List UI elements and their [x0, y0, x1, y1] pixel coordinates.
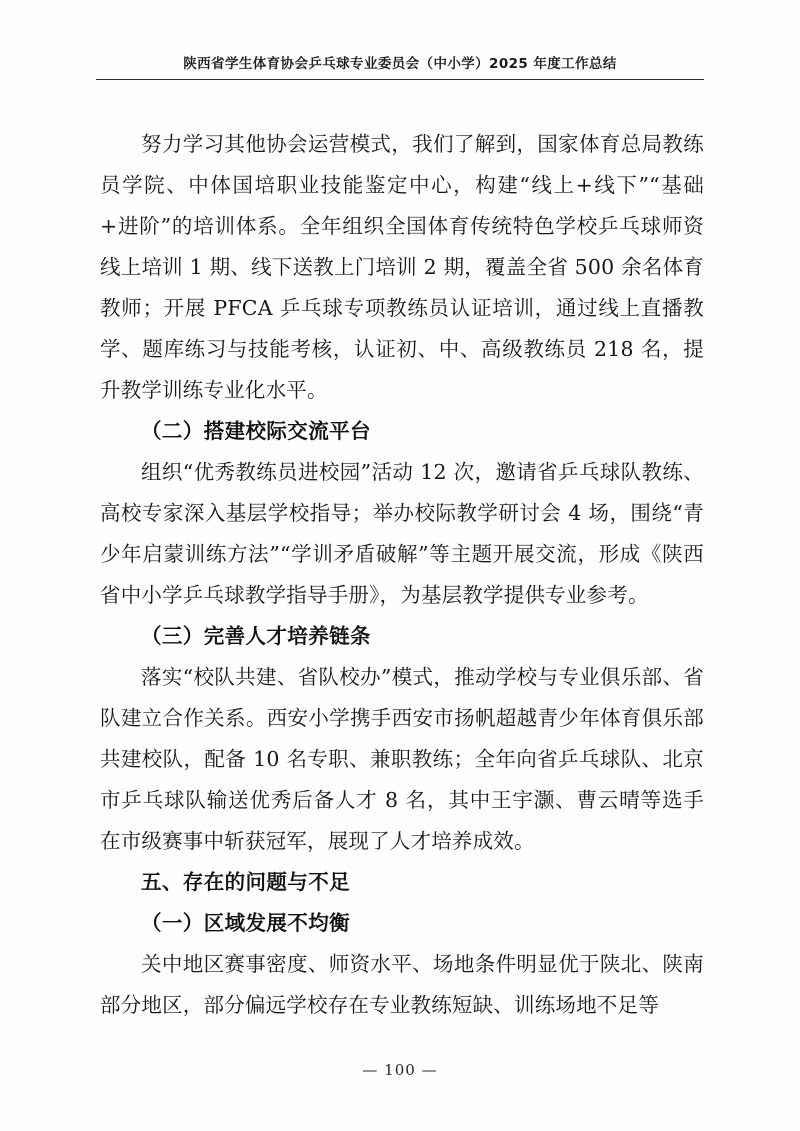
paragraph-talent-chain: 落实“校队共建、省队校办”模式，推动学校与专业俱乐部、省队建立合作关系。西安小学携手西安市扬帆超越青少年体育俱乐部共建校队，配备 10 名专职、兼职教练；全年向省乒乓球队、北京市乒乓球队输送优秀后备人才 8 名，其中王宇灏、曹云晴等选手在市级赛事中斩获冠军，展现了人才培养成效。: [100, 665, 704, 853]
paragraph-exchange-platform: 组织“优秀教练员进校园”活动 12 次，邀请省乒乓球队教练、高校专家深入基层学校指导；举办校际教学研讨会 4 场，围绕“青少年启蒙训练方法”“学训矛盾破解”等主题开展交流，形成《陕西省中小学乒乓球教学指导手册》，为基层教学提供专业参考。: [100, 460, 704, 607]
document-body: [100, 124, 704, 1026]
heading-subsection-1: （一）区域发展不均衡: [141, 911, 350, 935]
heading-section-3: （三）完善人才培养链条: [141, 624, 371, 648]
heading-section-2: （二）搭建校际交流平台: [141, 419, 371, 443]
paragraph-training-system: 努力学习其他协会运营模式，我们了解到，国家体育总局教练员学院、中体国培职业技能鉴定中心，构建“线上+线下”“基础+进阶”的培训体系。全年组织全国体育传统特色学校乒乓球师资线上培训 1 期、线下送教上门培训 2 期，覆盖全省 500 余名体育教师；开展 PFCA 乒乓球专项教练员认证培训，通过线上直播教学、题库练习与技能考核，认证初、中、高级教练员 218 名，提升教学训练专业化水平。: [100, 132, 704, 402]
page-footer: [0, 1060, 800, 1079]
page-header: [96, 52, 704, 86]
paragraph-regional-imbalance: 关中地区赛事密度、师资水平、场地条件明显优于陕北、陕南部分地区，部分偏远学校存在专业教练短缺、训练场地不足等: [100, 952, 704, 1017]
page-number: — 100 —: [362, 1061, 438, 1079]
header-title: 陕西省学生体育协会乒乓球专业委员会（中小学）2025 年度工作总结: [183, 56, 617, 72]
header-divider: [96, 79, 704, 80]
heading-section-5: 五、存在的问题与不足: [141, 870, 350, 894]
